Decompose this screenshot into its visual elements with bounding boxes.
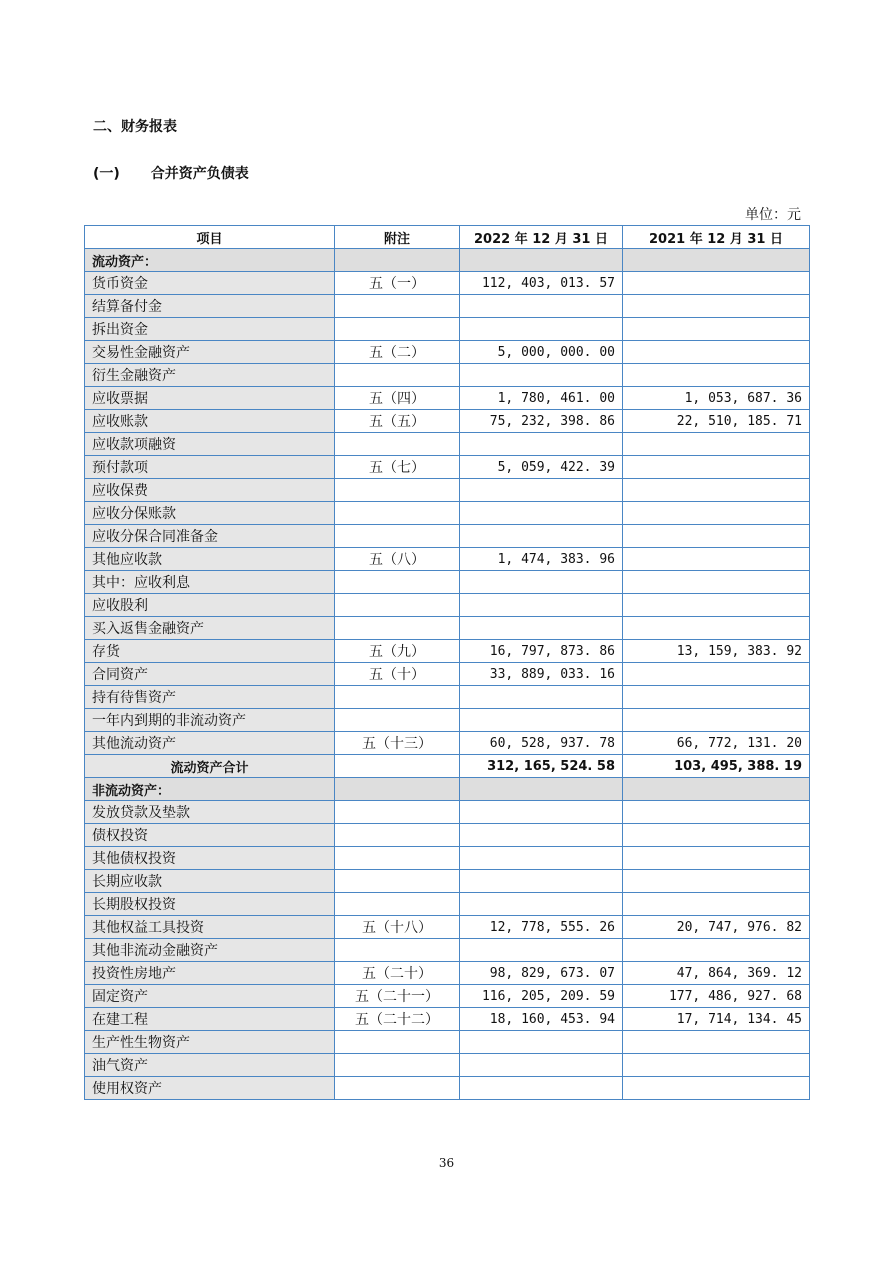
row-item-label: 长期应收款 bbox=[85, 870, 335, 893]
table-row bbox=[85, 686, 810, 709]
table-row bbox=[85, 272, 810, 295]
row-item-label: 其他应收款 bbox=[85, 548, 335, 571]
table-row bbox=[85, 525, 810, 548]
row-value-2022: 16, 797, 873. 86 bbox=[460, 640, 623, 663]
row-item-label: 应收股利 bbox=[85, 594, 335, 617]
row-note: 五（八） bbox=[335, 548, 460, 571]
table-row bbox=[85, 709, 810, 732]
row-value-2021 bbox=[623, 318, 810, 341]
section-title: 二、财务报表 bbox=[93, 119, 177, 135]
row-value-2021: 1, 053, 687. 36 bbox=[623, 387, 810, 410]
row-item-label: 应收保费 bbox=[85, 479, 335, 502]
row-value-2021 bbox=[623, 870, 810, 893]
row-value-2022: 1, 474, 383. 96 bbox=[460, 548, 623, 571]
table-row bbox=[85, 916, 810, 939]
table-row bbox=[85, 1031, 810, 1054]
subsection-number: (一) bbox=[93, 166, 120, 182]
subsection-heading bbox=[93, 163, 249, 183]
table-row bbox=[85, 847, 810, 870]
table-row bbox=[85, 318, 810, 341]
table-row bbox=[85, 1054, 810, 1077]
row-value-2022 bbox=[460, 847, 623, 870]
row-item-label: 固定资产 bbox=[85, 985, 335, 1008]
row-value-2022 bbox=[460, 1077, 623, 1100]
table-row bbox=[85, 387, 810, 410]
row-item-label: 拆出资金 bbox=[85, 318, 335, 341]
row-value-2021: 177, 486, 927. 68 bbox=[623, 985, 810, 1008]
table-row bbox=[85, 548, 810, 571]
row-value-2022 bbox=[460, 525, 623, 548]
row-note: 五（二十二） bbox=[335, 1008, 460, 1031]
row-value-2022 bbox=[460, 824, 623, 847]
row-note bbox=[335, 525, 460, 548]
row-item-label: 其他债权投资 bbox=[85, 847, 335, 870]
column-header-2021: 2021 年 12 月 31 日 bbox=[623, 226, 810, 249]
row-item-label: 其他权益工具投资 bbox=[85, 916, 335, 939]
table-row bbox=[85, 341, 810, 364]
row-note bbox=[335, 709, 460, 732]
row-item-label: 买入返售金融资产 bbox=[85, 617, 335, 640]
row-value-2021 bbox=[623, 548, 810, 571]
table-row bbox=[85, 778, 810, 801]
table-row bbox=[85, 249, 810, 272]
row-value-2021 bbox=[623, 824, 810, 847]
row-value-2021 bbox=[623, 617, 810, 640]
row-value-2022 bbox=[460, 364, 623, 387]
row-value-2021 bbox=[623, 778, 810, 801]
table-row bbox=[85, 893, 810, 916]
row-value-2021 bbox=[623, 1031, 810, 1054]
table-body bbox=[85, 249, 810, 1100]
row-note bbox=[335, 249, 460, 272]
row-note bbox=[335, 778, 460, 801]
row-value-2022: 5, 000, 000. 00 bbox=[460, 341, 623, 364]
row-value-2021 bbox=[623, 663, 810, 686]
row-item-label: 合同资产 bbox=[85, 663, 335, 686]
row-item-label: 其中：应收利息 bbox=[85, 571, 335, 594]
table-row bbox=[85, 1077, 810, 1100]
row-value-2021 bbox=[623, 594, 810, 617]
row-value-2022: 116, 205, 209. 59 bbox=[460, 985, 623, 1008]
row-note bbox=[335, 870, 460, 893]
column-header-note: 附注 bbox=[335, 226, 460, 249]
table-row bbox=[85, 502, 810, 525]
row-item-label: 应收票据 bbox=[85, 387, 335, 410]
table-row bbox=[85, 571, 810, 594]
table-row bbox=[85, 755, 810, 778]
row-value-2021 bbox=[623, 939, 810, 962]
row-note bbox=[335, 755, 460, 778]
row-value-2021 bbox=[623, 295, 810, 318]
row-note: 五（二） bbox=[335, 341, 460, 364]
row-item-label: 债权投资 bbox=[85, 824, 335, 847]
balance-sheet-table bbox=[84, 225, 810, 1100]
row-note: 五（十） bbox=[335, 663, 460, 686]
row-note: 五（二十一） bbox=[335, 985, 460, 1008]
row-item-label: 长期股权投资 bbox=[85, 893, 335, 916]
row-item-label: 其他流动资产 bbox=[85, 732, 335, 755]
row-value-2022: 98, 829, 673. 07 bbox=[460, 962, 623, 985]
row-value-2022 bbox=[460, 318, 623, 341]
row-value-2021 bbox=[623, 847, 810, 870]
row-item-label: 应收款项融资 bbox=[85, 433, 335, 456]
row-value-2022: 75, 232, 398. 86 bbox=[460, 410, 623, 433]
row-note bbox=[335, 939, 460, 962]
table-row bbox=[85, 295, 810, 318]
row-item-label: 投资性房地产 bbox=[85, 962, 335, 985]
row-note bbox=[335, 295, 460, 318]
row-value-2021: 47, 864, 369. 12 bbox=[623, 962, 810, 985]
row-value-2022: 1, 780, 461. 00 bbox=[460, 387, 623, 410]
row-note: 五（二十） bbox=[335, 962, 460, 985]
row-value-2021 bbox=[623, 801, 810, 824]
table-row bbox=[85, 410, 810, 433]
row-value-2021 bbox=[623, 1054, 810, 1077]
table-row bbox=[85, 985, 810, 1008]
table-row bbox=[85, 663, 810, 686]
table-row bbox=[85, 962, 810, 985]
row-note bbox=[335, 318, 460, 341]
row-value-2022: 33, 889, 033. 16 bbox=[460, 663, 623, 686]
row-note: 五（四） bbox=[335, 387, 460, 410]
row-value-2022: 12, 778, 555. 26 bbox=[460, 916, 623, 939]
row-value-2022: 312, 165, 524. 58 bbox=[460, 755, 623, 778]
row-value-2022 bbox=[460, 709, 623, 732]
table-row bbox=[85, 732, 810, 755]
table-row bbox=[85, 479, 810, 502]
row-note bbox=[335, 1077, 460, 1100]
row-note bbox=[335, 893, 460, 916]
row-item-label: 其他非流动金融资产 bbox=[85, 939, 335, 962]
row-item-label: 非流动资产： bbox=[85, 778, 335, 801]
row-value-2021: 22, 510, 185. 71 bbox=[623, 410, 810, 433]
row-value-2022 bbox=[460, 479, 623, 502]
table-row bbox=[85, 640, 810, 663]
row-value-2021 bbox=[623, 1077, 810, 1100]
row-note bbox=[335, 824, 460, 847]
row-item-label: 流动资产合计 bbox=[85, 755, 335, 778]
unit-label: 单位：元 bbox=[745, 207, 801, 223]
row-item-label: 发放贷款及垫款 bbox=[85, 801, 335, 824]
row-item-label: 在建工程 bbox=[85, 1008, 335, 1031]
row-item-label: 衍生金融资产 bbox=[85, 364, 335, 387]
row-note bbox=[335, 1054, 460, 1077]
row-value-2022 bbox=[460, 893, 623, 916]
row-item-label: 预付款项 bbox=[85, 456, 335, 479]
row-value-2022: 18, 160, 453. 94 bbox=[460, 1008, 623, 1031]
row-item-label: 油气资产 bbox=[85, 1054, 335, 1077]
row-value-2022: 112, 403, 013. 57 bbox=[460, 272, 623, 295]
table-header-row bbox=[85, 226, 810, 249]
row-item-label: 生产性生物资产 bbox=[85, 1031, 335, 1054]
row-value-2022 bbox=[460, 801, 623, 824]
row-value-2021 bbox=[623, 364, 810, 387]
table-row bbox=[85, 824, 810, 847]
row-value-2021: 20, 747, 976. 82 bbox=[623, 916, 810, 939]
row-value-2021 bbox=[623, 272, 810, 295]
row-value-2021 bbox=[623, 249, 810, 272]
row-note bbox=[335, 502, 460, 525]
row-note: 五（一） bbox=[335, 272, 460, 295]
row-note bbox=[335, 571, 460, 594]
row-note bbox=[335, 594, 460, 617]
row-value-2022 bbox=[460, 1031, 623, 1054]
row-value-2022 bbox=[460, 686, 623, 709]
row-value-2022 bbox=[460, 1054, 623, 1077]
row-item-label: 应收账款 bbox=[85, 410, 335, 433]
row-value-2022 bbox=[460, 870, 623, 893]
row-note: 五（十八） bbox=[335, 916, 460, 939]
row-value-2022 bbox=[460, 249, 623, 272]
row-item-label: 持有待售资产 bbox=[85, 686, 335, 709]
row-value-2021 bbox=[623, 709, 810, 732]
row-value-2021 bbox=[623, 686, 810, 709]
table-row bbox=[85, 617, 810, 640]
row-item-label: 存货 bbox=[85, 640, 335, 663]
row-note bbox=[335, 801, 460, 824]
column-header-item: 项目 bbox=[85, 226, 335, 249]
table-row bbox=[85, 364, 810, 387]
row-note: 五（七） bbox=[335, 456, 460, 479]
row-note bbox=[335, 686, 460, 709]
row-value-2022 bbox=[460, 778, 623, 801]
table-row bbox=[85, 939, 810, 962]
row-value-2022 bbox=[460, 433, 623, 456]
row-value-2021 bbox=[623, 341, 810, 364]
row-value-2021 bbox=[623, 502, 810, 525]
row-value-2021 bbox=[623, 433, 810, 456]
row-item-label: 一年内到期的非流动资产 bbox=[85, 709, 335, 732]
row-value-2021 bbox=[623, 479, 810, 502]
row-value-2022: 5, 059, 422. 39 bbox=[460, 456, 623, 479]
row-value-2022 bbox=[460, 939, 623, 962]
row-item-label: 应收分保合同准备金 bbox=[85, 525, 335, 548]
row-note bbox=[335, 479, 460, 502]
row-value-2021: 17, 714, 134. 45 bbox=[623, 1008, 810, 1031]
row-item-label: 应收分保账款 bbox=[85, 502, 335, 525]
table-row bbox=[85, 1008, 810, 1031]
row-value-2022 bbox=[460, 594, 623, 617]
row-item-label: 货币资金 bbox=[85, 272, 335, 295]
table-row bbox=[85, 594, 810, 617]
row-note bbox=[335, 1031, 460, 1054]
row-value-2021 bbox=[623, 571, 810, 594]
row-value-2022 bbox=[460, 617, 623, 640]
page-number: 36 bbox=[438, 1156, 455, 1170]
row-note: 五（五） bbox=[335, 410, 460, 433]
row-value-2022 bbox=[460, 502, 623, 525]
row-item-label: 结算备付金 bbox=[85, 295, 335, 318]
row-value-2022: 60, 528, 937. 78 bbox=[460, 732, 623, 755]
row-item-label: 流动资产： bbox=[85, 249, 335, 272]
row-note bbox=[335, 364, 460, 387]
table-row bbox=[85, 870, 810, 893]
row-note bbox=[335, 433, 460, 456]
row-value-2021: 103, 495, 388. 19 bbox=[623, 755, 810, 778]
subsection-title: 合并资产负债表 bbox=[150, 166, 249, 182]
row-note bbox=[335, 847, 460, 870]
row-value-2021 bbox=[623, 893, 810, 916]
row-value-2022 bbox=[460, 295, 623, 318]
row-note: 五（十三） bbox=[335, 732, 460, 755]
table-row bbox=[85, 456, 810, 479]
row-note: 五（九） bbox=[335, 640, 460, 663]
table-row bbox=[85, 801, 810, 824]
row-value-2021: 66, 772, 131. 20 bbox=[623, 732, 810, 755]
table-row bbox=[85, 433, 810, 456]
row-note bbox=[335, 617, 460, 640]
row-value-2021 bbox=[623, 456, 810, 479]
row-value-2021: 13, 159, 383. 92 bbox=[623, 640, 810, 663]
row-item-label: 交易性金融资产 bbox=[85, 341, 335, 364]
row-value-2021 bbox=[623, 525, 810, 548]
column-header-2022: 2022 年 12 月 31 日 bbox=[460, 226, 623, 249]
row-item-label: 使用权资产 bbox=[85, 1077, 335, 1100]
row-value-2022 bbox=[460, 571, 623, 594]
